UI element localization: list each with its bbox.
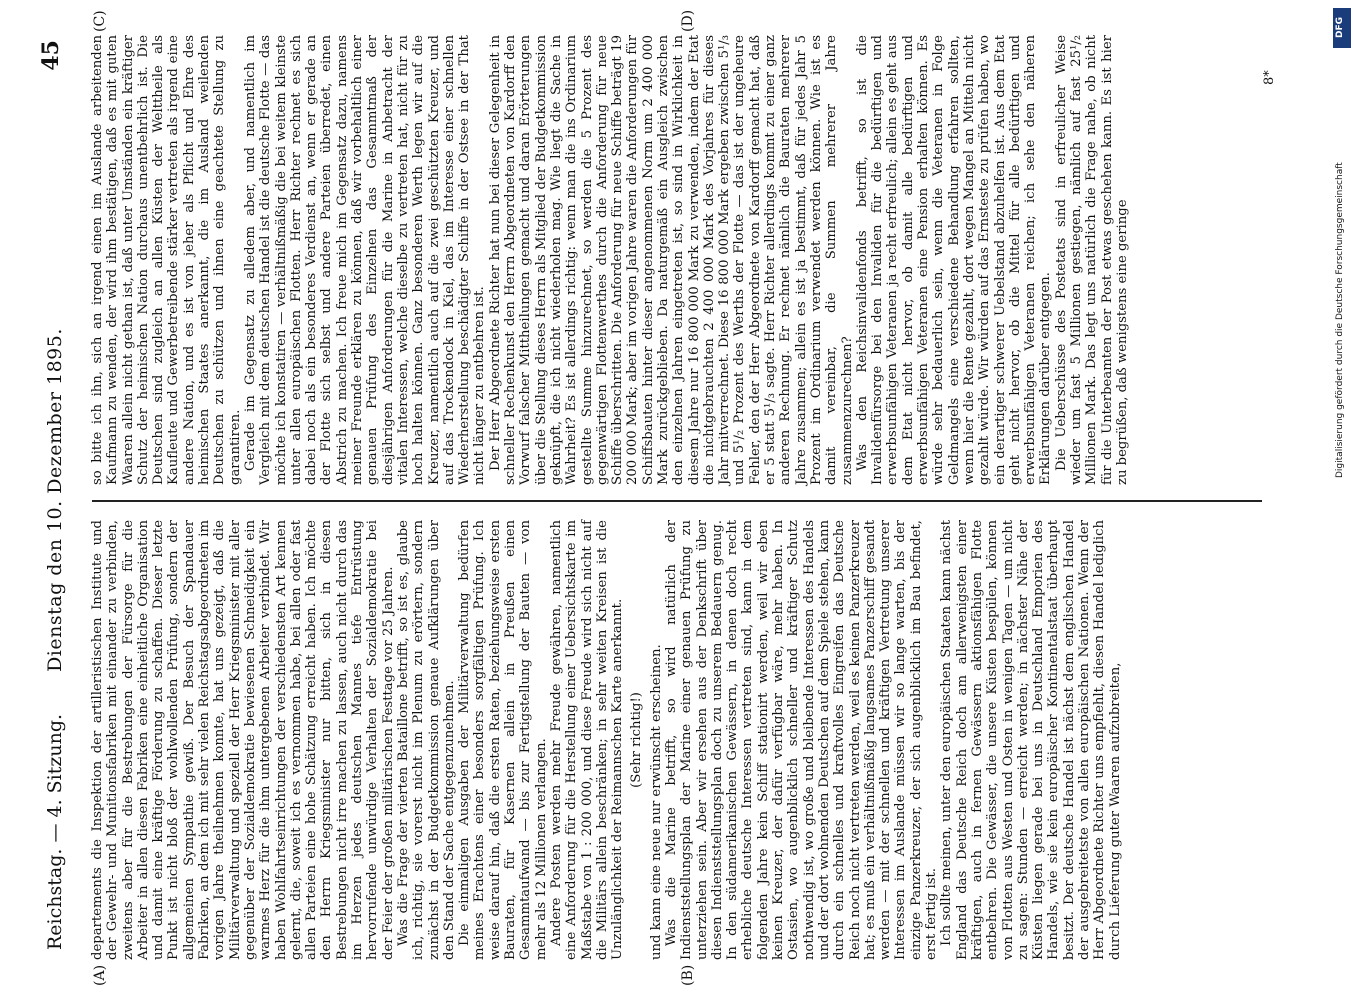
interjection: (Sehr richtig!) — [629, 692, 645, 788]
column-divider — [92, 500, 1262, 502]
marker-c: (C) — [92, 10, 108, 32]
paragraph: Was die Frage der vierten Bataillone betrifft, so ist es, glaube ich, richtig, sie vorerst nicht im Plenum zu erörtern, sondern zunächst in der Budgetkommission genaue Aufklärungen über den Stand der Sache entgegenzunehmen. — [395, 520, 457, 960]
paragraph: so bitte ich ihn, sich an irgend einen im Auslande arbeitenden Kaufmann zu wenden, der wird ihm bestätigen, daß es mit guten Waaren allein nicht gethan ist, daß unter Umständen ein kräftiger Schutz der heimischen Nation durchaus unentbehrlich ist. Die Deutschen sind zugleich an allen Küsten der Welttheile als Kaufleute und Gewerbetreibende stärker vertreten als irgend eine andere Nation, und es ist von jeher als Pflicht und Ehre des heimischen Staates anerkannt, die im Ausland weilenden Deutschen zu schützen und ihnen eine geachtete Stellung zu garantiren. — [90, 35, 243, 485]
paragraph: Andere Posten werden mehr Freude gewähren, namentlich eine Anforderung für die Herstellung einer Uebersichtskarte im Maßstabe von 1 : 200 000, und diese Freude wird sich nicht auf die Militärs allein beschränken; in sehr weiten Kreisen ist die Unzulänglichkeit der Reimannschen Karte anerkannt. — [548, 520, 626, 960]
signature-mark: 8* — [1262, 70, 1277, 85]
paragraph: Der Herr Abgeordnete Richter hat nun bei dieser Gelegenheit in schneller Rechenkunst den Herrn Abgeordneten von Kardorff den Vorwurf falscher Mittheilungen gemacht und daran Erörterungen über die Stellung dieses Herrn als Mitglied der Budgetkommission geknüpft, die ich nicht wiederholen mag. Wie liegt die Sache in Wahrheit? Es ist allerdings richtig: wenn man die ins Ordinarium gestellte Summe hinzurechnet, so werden die 5 Prozent des gegenwärtigen Flottenwerthes durch die Anforderung für neue Schiffe überschritten. Die Anforderung für neue Schiffe beträgt 19 200 000 Mark; aber im vorigen Jahre waren die Anforderungen für Schiffsbauten hinter dieser angenommenen Norm um 2 400 000 Mark zurückgeblieben. Da naturgemäß ein Ausgleich zwischen den einzelnen Jahren eingetreten ist, so sind in Wirklichkeit in diesem Jahre nur 16 800 000 Mark zu verwenden, indem der Etat die nichtgebrauchten 2 400 000 Mark des Vorjahres für dieses Jahr mitverrechnet. Diese 16 800 000 Mark ergeben zwischen 5¹/₃ und 5¹/₂ Prozent des Werths der Flotte — das ist der ungeheure Fehler, den der Herr Abgeordnete von Kardorff gemacht hat, daß er 5 statt 5¹/₃ sagte. Herr Richter allerdings kommt zu einer ganz anderen Rechnung. Er rechnet nämlich die Bauraten mehrerer Jahre zusammen; allein es ist ja bestimmt, daß für jedes Jahr 5 Prozent im Ordinarium verwendet werden können. Wie ist es damit vereinbar, die Summen mehrerer Jahre zusammenzurechnen? — [487, 35, 855, 485]
page-header — [36, 0, 76, 1000]
dfg-logo-text: DFG — [1335, 16, 1345, 38]
header-date: Dienstag den 10. Dezember 1895. — [44, 328, 66, 672]
marker-b: (B) — [680, 964, 696, 986]
paragraph: und kann eine neue nur erwünscht erscheinen. — [648, 644, 664, 960]
marker-a: (A) — [92, 964, 108, 986]
header-left: Reichstag. — 4. Sitzung. — [44, 713, 66, 950]
paragraph: Was die Marine betrifft, so wird natürlich der Indienststellungsplan der Marine einer genauen Prüfung zu unterziehen sein. Aber wir ersehen aus der Denkschrift über diesen Indienststellungsplan doch zu unserem Bedauern genug. In den südamerikanischen Gewässern, in denen doch recht erhebliche deutsche Interessen vertreten sind, kann in dem folgenden Jahre kein Schiff stationirt werden, weil wir eben keinen Kreuzer, der dafür verfügbar wäre, mehr haben. In Ostasien, wo augenblicklich schneller und kräftiger Schutz nothwendig ist, wo große und bleibende Interessen des Handels und der dort wohnenden Deutschen auf dem Spiele stehen, kann durch ein schnelles und kraftvolles Eingreifen das Deutsche Reich noch nicht vertreten werden, weil es keinen Panzerkreuzer hat; es muß ein verhältnißmäßig langsames Panzerschiff gesandt werden — mit der schnellen und kräftigen Vertretung unserer Interessen im Auslande müssen wir so lange warten, bis der einzige Panzerkreuzer, der sich augenblicklich im Bau befindet, erst fertig ist. — [663, 520, 940, 960]
paragraph: Ich sollte meinen, unter den europäischen Staaten kann nächst England das Deutsche Reich doch am allerwenigsten einer kräftigen, auch in fernen Gewässern aktionsfähigen Flotte entbehren. Die Gewässer, die unsere Küsten bespülen, können von Flotten aus Westen und Osten in wenigen Tagen — um nicht zu sagen: Stunden — erreicht werden; in nächster Nähe der Küsten liegen gerade bei uns in Deutschland Emporien des Handels, wie sie kein europäischer Kontinentalstaat überhaupt besitzt. Der deutsche Handel ist nächst dem englischen Handel der ausgebreitetste von allen europäischen Nationen. Wenn der Herr Abgeordnete Richter uns empfiehlt, diesen Handel lediglich durch Lieferung guter Waaren aufzubreiten, — [939, 520, 1123, 960]
left-column — [90, 520, 1123, 960]
page-number: 45 — [38, 40, 64, 71]
paragraph: Gerade im Gegensatz zu alledem aber, und namentlich im Vergleich mit dem deutschen Handel ist die deutsche Flotte — das möchte ich konstatiren — verhältnißmäßig die bei weitem kleinste unter allen europäischen Flotten. Herr Richter rechnet es sich dabei noch als ein besonderes Verdienst an, wenn er gerade an der Flotte sich selbst und andere Parteien überredet, einen Abstrich zu machen. Ich freue mich im Gegensatz dazu, namens meiner Freunde erklären zu können, daß wir vorbehaltlich einer genauen Prüfung des Einzelnen das Gesammtmaß der diesjährigen Anforderungen für die Marine in Anbetracht der vitalen Interessen, welche dieselbe zu vertreten hat, nicht für zu hoch halten können. Ganz besonderen Werth legen wir auf die Kreuzer, namentlich auch auf die zwei geschützten Kreuzer, und auf das Trockendock in Kiel, das im Interesse einer schnellen Wiederherstellung beschädigter Schiffe in der Ostsee in der That nicht länger zu entbehren ist. — [242, 35, 488, 485]
paragraph: Was den Reichsinvalidenfonds betrifft, so ist die Invalidenfürsorge bei den Invaliden für die bedürftigen und erwerbsunfähigen Veteranen ja recht erfreulich; allein es geht aus dem Etat nicht hervor, ob damit alle bedürftigen und erwerbsunfähigen Veteranen eine Pension erhalten können. Es würde sehr bedauerlich sein, wenn die Veteranen in Folge Geldmangels eine verschiedene Behandlung erfahren sollten, wenn hier die Rente gezahlt, dort wegen Mangel an Mitteln nicht gezahlt würde. Wir würden auf das Ernsteste zu prüfen haben, wo ein derartiger schwerer Uebelstand abzuhelfen ist. Aus dem Etat geht nicht hervor, ob die Mittel für alle bedürftigen und erwerbsunfähigen Veteranen reichen; ich sehe den näheren Erklärungen darüber entgegen. — [854, 35, 1054, 485]
right-column — [90, 35, 1130, 485]
paragraph: Die einmaligen Ausgaben der Militärverwaltung bedürfen meines Erachtens einer besonders sorgfältigen Prüfung. Ich weise darauf hin, daß die ersten Raten, beziehungsweise ersten Bauraten, für Kasernen allein in Preußen einen Gesammtaufwand — bis zur Fertigstellung der Bauten — von mehr als 12 Millionen verlangen. — [457, 520, 549, 960]
margin-strip — [1333, 8, 1353, 478]
digitization-credit: Digitalisierung gefördert durch die Deutsche Forschungsgemeinschaft — [1335, 162, 1345, 478]
marker-d: (D) — [680, 9, 696, 32]
paragraph: Die Ueberschüsse des Postetats sind in erfreulicher Weise wieder um fast 5 Millionen gestiegen, nämlich auf fast 25¹/₂ Millionen Mark. Das legt uns natürlich die Frage nahe, ob nicht für die Unterbeamten der Post etwas geschehen kann. Es ist hier zu begrüßen, daß wenigstens eine geringe — [1053, 35, 1130, 485]
paragraph: departements die Inspektion der artilleristischen Institute und der Gewehr- und Munitionsfabriken mit einander zu verbinden, zweitens aber für die Bestrebungen der Fürsorge für die Arbeiter in allen diesen Fabriken eine einheitliche Organisation und damit eine kräftige Förderung zu schaffen. Dieser letzte Punkt ist nicht bloß der wohlwollenden Prüfung, sondern der allgemeinen Sympathie gewiß. Der Besuch der Spandauer Fabriken, an dem ich mit sehr vielen Reichstagsabgeordneten im vorigen Jahre theilnehmen konnte, hat uns gezeigt, daß die Militärverwaltung und speziell der Herr Kriegsminister mit aller gegenüber der Sozialdemokratie bewiesenen Schneidigkeit ein warmes Herz für die ihm untergebenen Arbeiter verbindet. Wir haben Wohlfahrtseinrichtungen der verschiedensten Art kennen gelernt, die, soweit ich es vernommen habe, bei allen oder fast allen Parteien eine hohe Schätzung erreicht haben. Ich möchte den Herrn Kriegsminister nur bitten, sich in diesen Bestrebungen nicht irre machen zu lassen, auch nicht durch das im Herzen jedes deutschen Mannes tiefe Entrüstung hervorrufende unwürdige Verhalten der Sozialdemokratie bei der Feier der großen militärischen Festtage vor 25 Jahren. — [90, 520, 396, 960]
